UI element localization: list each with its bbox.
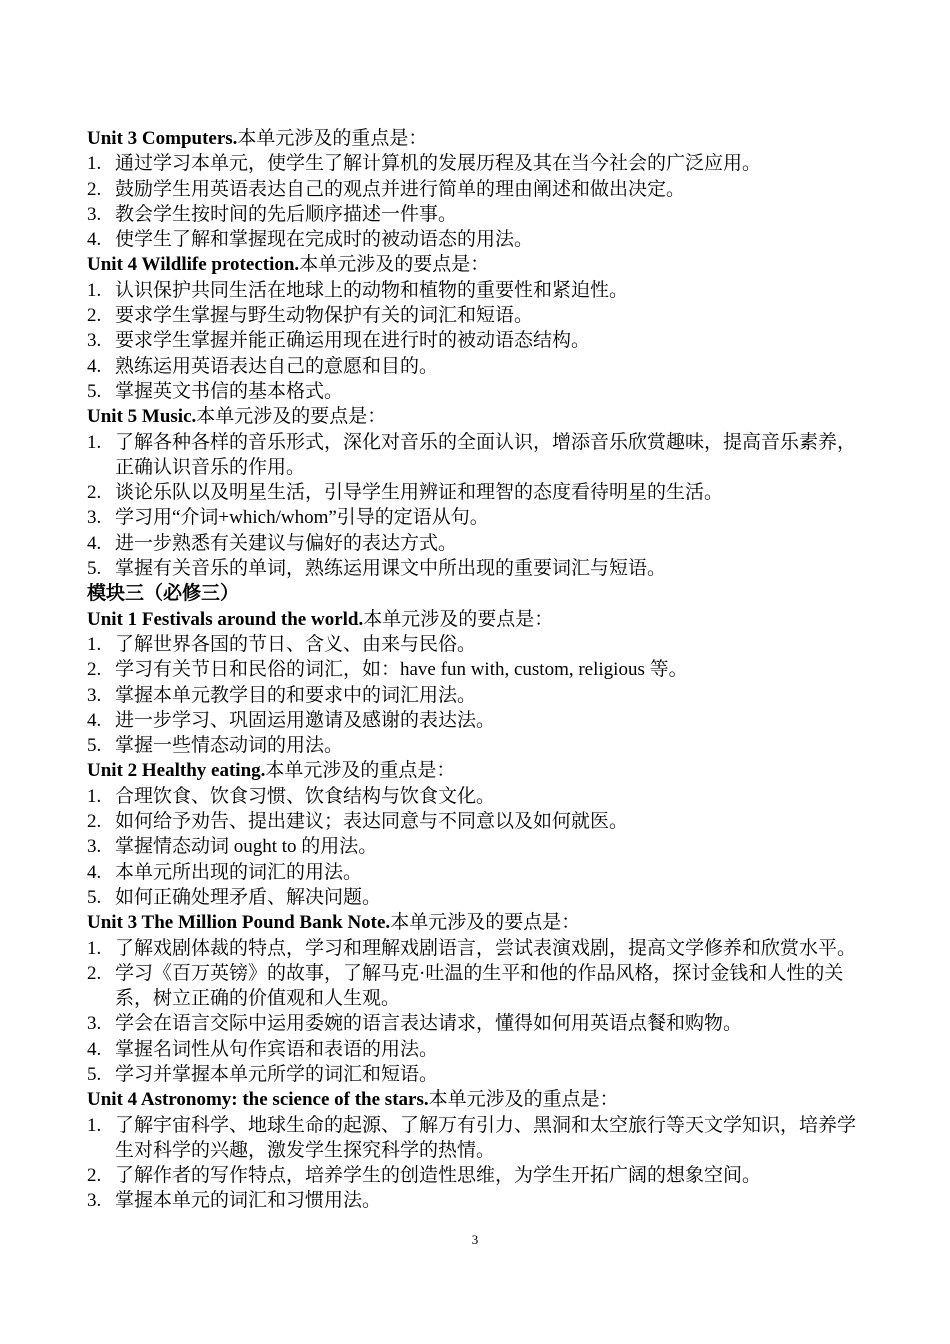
section-heading: [87, 910, 867, 935]
list-item: [87, 1037, 867, 1062]
list-number: 5.: [87, 558, 102, 580]
list-item: [87, 936, 867, 961]
section-heading: [87, 404, 867, 429]
list-item: [87, 1011, 867, 1036]
list-text: 了解各种各样的音乐形式，深化对音乐的全面认识，增添音乐欣赏趣味，提高音乐素养，正确认识音乐的作用。: [115, 431, 857, 478]
section-intro: 本单元涉及的要点是：: [390, 912, 581, 934]
list-number: 3.: [87, 507, 102, 529]
list-text: 掌握本单元教学目的和要求中的词汇用法。: [115, 684, 477, 706]
list-item: [87, 531, 867, 556]
list-number: 1.: [87, 937, 102, 959]
list-text: 掌握情态动词 ought to 的用法。: [115, 836, 378, 858]
section-heading: [87, 581, 867, 606]
list-text: 了解戏剧体裁的特点，学习和理解戏剧语言，尝试表演戏剧，提高文学修养和欣赏水平。: [115, 937, 857, 959]
list-number: 4.: [87, 229, 102, 251]
list-text: 如何给予劝告、提出建议；表达同意与不同意以及如何就医。: [115, 811, 629, 833]
list-number: 3.: [87, 684, 102, 706]
list-number: 1.: [87, 1114, 102, 1136]
list-number: 3.: [87, 330, 102, 352]
section-title: Unit 2 Healthy eating.: [87, 760, 266, 782]
list-item: [87, 328, 867, 353]
section-intro: 本单元涉及的要点是：: [363, 608, 554, 630]
list-item: [87, 1163, 867, 1188]
list-item: [87, 834, 867, 859]
list-number: 4.: [87, 355, 102, 377]
list-text: 进一步熟悉有关建议与偏好的表达方式。: [115, 532, 458, 554]
list-number: 2.: [87, 659, 102, 681]
list-text: 谈论乐队以及明星生活，引导学生用辨证和理智的态度看待明星的生活。: [115, 482, 724, 504]
section-title: 模块三（必修三）: [87, 583, 240, 605]
list-item: [87, 1062, 867, 1087]
section-title: Unit 1 Festivals around the world.: [87, 608, 364, 630]
section-intro: 本单元涉及的重点是：: [265, 760, 456, 782]
list-item: [87, 683, 867, 708]
list-number: 2.: [87, 962, 102, 984]
section-heading: [87, 758, 867, 783]
list-number: 2.: [87, 1165, 102, 1187]
list-text: 了解世界各国的节日、含义、由来与民俗。: [115, 633, 477, 655]
list-text: 认识保护共同生活在地球上的动物和植物的重要性和紧迫性。: [115, 279, 629, 301]
list-number: 3.: [87, 836, 102, 858]
list-text: 如何正确处理矛盾、解决问题。: [115, 886, 382, 908]
list-text: 学习并掌握本单元所学的词汇和短语。: [115, 1063, 439, 1085]
list-number: 2.: [87, 305, 102, 327]
list-item: [87, 809, 867, 834]
list-text: 熟练运用英语表达自己的意愿和目的。: [115, 355, 439, 377]
section-title: Unit 3 The Million Pound Bank Note.: [87, 912, 391, 934]
section-heading: [87, 126, 867, 151]
list-text: 要求学生掌握与野生动物保护有关的词汇和短语。: [115, 305, 534, 327]
list-text: 掌握本单元的词汇和习惯用法。: [115, 1190, 382, 1212]
section-title: Unit 5 Music.: [87, 406, 197, 428]
list-number: 5.: [87, 735, 102, 757]
list-text: 了解宇宙科学、地球生命的起源、了解万有引力、黑洞和太空旅行等天文学知识，培养学生对科学的兴趣，激发学生探究科学的热情。: [115, 1114, 857, 1161]
section-intro: 本单元涉及的要点是：: [299, 254, 490, 276]
list-item: [87, 379, 867, 404]
list-number: 5.: [87, 1063, 102, 1085]
section-title: Unit 3 Computers.: [87, 128, 238, 149]
list-item: [87, 632, 867, 657]
list-text: 学习《百万英镑》的故事，了解马克·吐温的生平和他的作品风格，探讨金钱和人性的关系，树立正确的价值观和人生观。: [115, 962, 844, 1010]
list-number: 4.: [87, 532, 102, 554]
list-item: [87, 657, 867, 682]
list-item: [87, 151, 867, 176]
section-heading: [87, 252, 867, 277]
list-text: 掌握一些情态动词的用法。: [115, 735, 344, 757]
section-intro: 本单元涉及的要点是：: [196, 406, 387, 428]
list-text: 鼓励学生用英语表达自己的观点并进行简单的理由阐述和做出决定。: [115, 178, 686, 200]
list-text: 学会在语言交际中运用委婉的语言表达请求，懂得如何用英语点餐和购物。: [115, 1013, 743, 1035]
list-item: [87, 202, 867, 227]
list-number: 4.: [87, 861, 102, 883]
section-intro: 本单元涉及的重点是：: [237, 128, 428, 149]
list-number: 2.: [87, 811, 102, 833]
list-item: [87, 278, 867, 303]
list-number: 4.: [87, 1038, 102, 1060]
list-text: 了解作者的写作特点，培养学生的创造性思维，为学生开拓广阔的想象空间。: [115, 1165, 762, 1187]
list-item: [87, 708, 867, 733]
list-text: 掌握英文书信的基本格式。: [115, 380, 344, 402]
list-item: [87, 480, 867, 505]
list-text: 学习用“介词+which/whom”引导的定语从句。: [115, 507, 489, 529]
section-intro: 本单元涉及的重点是：: [428, 1089, 619, 1111]
list-text: 掌握名词性从句作宾语和表语的用法。: [115, 1038, 439, 1060]
list-number: 1.: [87, 633, 102, 655]
list-item: [87, 505, 867, 530]
list-item: [87, 784, 867, 809]
list-text: 要求学生掌握并能正确运用现在进行时的被动语态结构。: [115, 330, 591, 352]
list-text: 掌握有关音乐的单词，熟练运用课文中所出现的重要词汇与短语。: [115, 558, 667, 580]
list-item: [87, 227, 867, 252]
list-text: 通过学习本单元，使学生了解计算机的发展历程及其在当今社会的广泛应用。: [115, 153, 762, 175]
list-item: [87, 1188, 867, 1213]
list-item: [87, 961, 867, 1012]
list-item: [87, 177, 867, 202]
list-item: [87, 733, 867, 758]
list-item: [87, 1113, 867, 1164]
list-number: 2.: [87, 482, 102, 504]
list-number: 1.: [87, 431, 102, 453]
list-text: 进一步学习、巩固运用邀请及感谢的表达法。: [115, 709, 496, 731]
section-heading: [87, 607, 867, 632]
list-text: 学习有关节日和民俗的词汇，如：have fun with, custom, religious 等。: [115, 659, 688, 681]
list-number: 1.: [87, 785, 102, 807]
list-number: 3.: [87, 1190, 102, 1212]
page-number: 3: [471, 1232, 479, 1247]
list-text: 使学生了解和掌握现在完成时的被动语态的用法。: [115, 229, 534, 251]
list-number: 1.: [87, 279, 102, 301]
list-number: 3.: [87, 203, 102, 225]
list-number: 2.: [87, 178, 102, 200]
section-heading: [87, 1087, 867, 1112]
list-number: 1.: [87, 153, 102, 175]
list-item: [87, 354, 867, 379]
list-text: 教会学生按时间的先后顺序描述一件事。: [115, 203, 458, 225]
list-number: 5.: [87, 886, 102, 908]
list-text: 本单元所出现的词汇的用法。: [115, 861, 363, 883]
section-title: Unit 4 Wildlife protection.: [87, 254, 300, 276]
list-number: 3.: [87, 1013, 102, 1035]
list-number: 4.: [87, 709, 102, 731]
section-title: Unit 4 Astronomy: the science of the stars.: [87, 1089, 429, 1111]
list-item: [87, 885, 867, 910]
list-text: 合理饮食、饮食习惯、饮食结构与饮食文化。: [115, 785, 496, 807]
list-item: [87, 860, 867, 885]
list-item: [87, 430, 867, 481]
list-item: [87, 556, 867, 581]
list-item: [87, 303, 867, 328]
document-body: [87, 126, 867, 1214]
list-number: 5.: [87, 380, 102, 402]
